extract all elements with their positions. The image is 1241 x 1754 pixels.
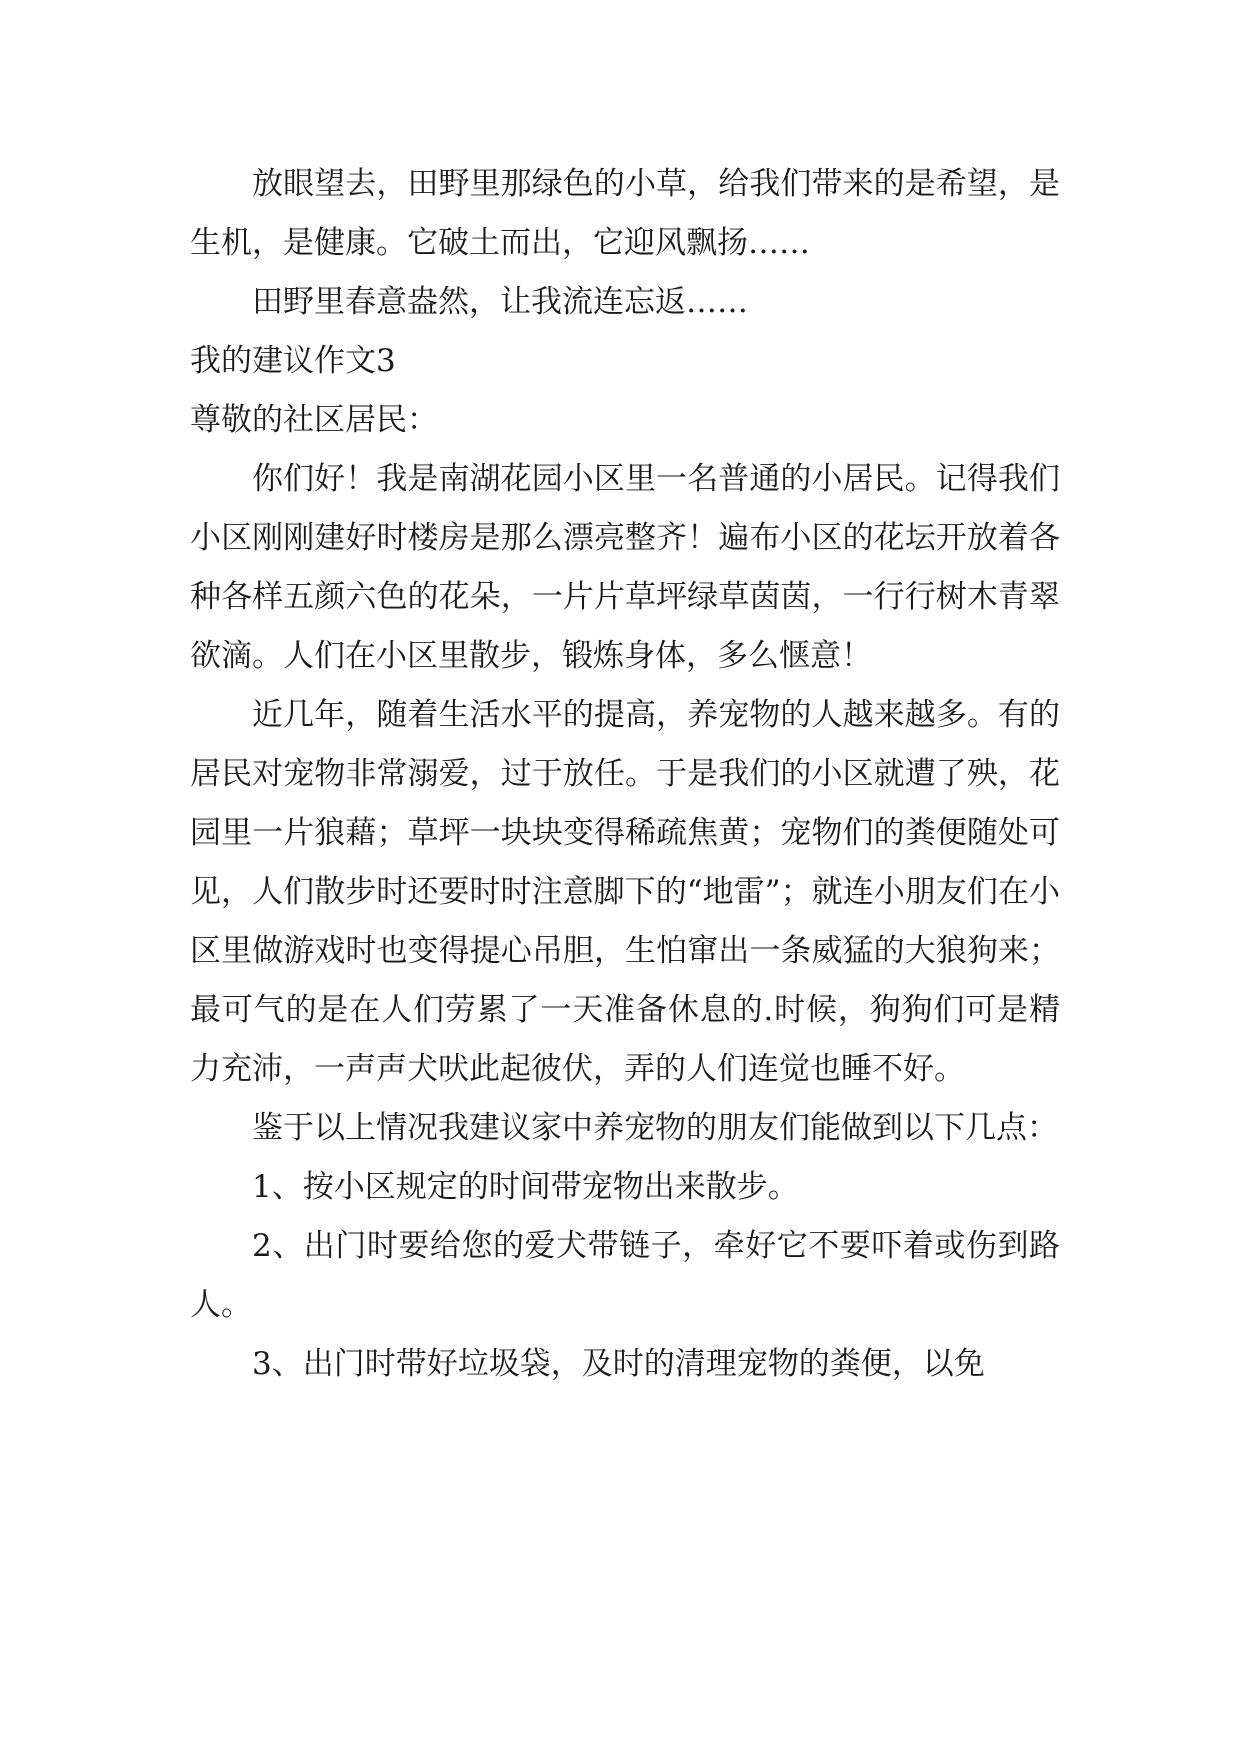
- suggestion-item-1: 1、按小区规定的时间带宠物出来散步。: [252, 1169, 799, 1205]
- paragraph-greeting: 你们好！我是南湖花园小区里一名普通的小居民。记得我们小区刚刚建好时楼房是那么漂亮整齐！遍布小区的花坛开放着各种各样五颜六色的花朵，一片片草坪绿草茵茵，一行行树木青翠欲滴。人们在小区里散步，锻炼身体，多么惬意！: [190, 461, 1060, 674]
- paragraph-pet-problem: 近几年，随着生活水平的提高，养宠物的人越来越多。有的居民对宠物非常溺爱，过于放任。于是我们的小区就遭了殃，花园里一片狼藉；草坪一块块变得稀疏焦黄；宠物们的粪便随处可见，人们散步时还要时时注意脚下的“地雷”；就连小朋友们在小区里做游戏时也变得提心吊胆，生怕窜出一条威猛的大狼狗来；最可气的是在人们劳累了一天准备休息的.时候，狗狗们可是精力充沛，一声声犬吠此起彼伏，弄的人们连觉也睡不好。: [190, 697, 1060, 1087]
- paragraph-field-scenery: 放眼望去，田野里那绿色的小草，给我们带来的是希望，是生机，是健康。它破土而出，它迎风飘扬……: [190, 166, 1060, 261]
- paragraph-field-linger: 田野里春意盎然，让我流连忘返……: [252, 284, 748, 320]
- salutation: 尊敬的社区居民：: [190, 402, 438, 438]
- suggestion-item-3: 3、出门时带好垃圾袋，及时的清理宠物的粪便，以免: [252, 1346, 985, 1382]
- essay-title: 我的建议作文3: [190, 343, 396, 379]
- paragraph-suggestion-intro: 鉴于以上情况我建议家中养宠物的朋友们能做到以下几点：: [252, 1110, 1058, 1146]
- document-body: [190, 155, 1060, 1394]
- suggestion-item-2: 2、出门时要给您的爱犬带链子，牵好它不要吓着或伤到路人。: [190, 1228, 1060, 1323]
